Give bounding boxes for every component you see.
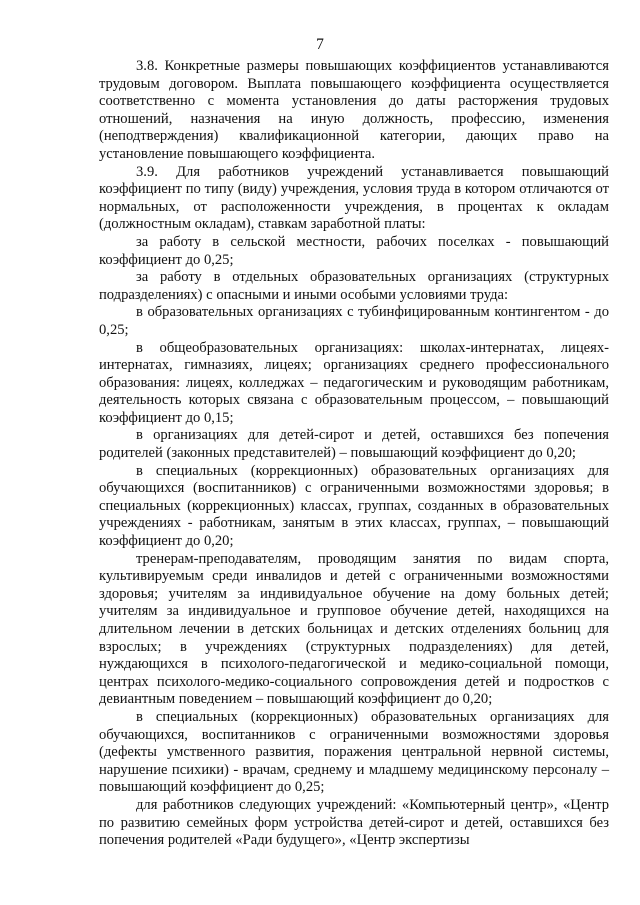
paragraph-coaches-teachers: тренерам-преподавателям, проводящим занятия по видам спорта, культивируемым среди инвалидов и детей с ограниченными возможностями здоровья; учителям за индивидуальное обучение на дому больных детей; учителям за индивидуальное и групповое обучение детей, находящихся на длительном лечении в детских больницах и детских отделениях больниц для взрослых; в учреждениях (структурных подразделениях) для детей, нуждающихся в психолого-педагогической и медико-социальной помощи, центрах психолого-медико-социального сопровождения детей и подростков с девиантным поведением – повышающий коэффициент до 0,20;	[99, 550, 609, 708]
page-number: 7	[316, 36, 324, 53]
paragraph-orphans: в организациях для детей-сирот и детей, оставшихся без попечения родителей (законных представителей) – повышающий коэффициент до 0,20;	[99, 427, 609, 462]
paragraph-general-education: в общеобразовательных организациях: школах-интернатах, лицеях-интернатах, гимназиях, лицеях; организациях среднего профессионального образования: лицеях, колледжах – педагогическим и руководящим работникам, деятельность которых связана с образовательным процессом, – повышающий коэффициент до 0,15;	[99, 339, 609, 426]
paragraph-3-9: 3.9. Для работников учреждений устанавливается повышающий коэффициент по типу (виду) учреждения, условия труда в котором отличаются от нормальных, от расположенности учреждения, в процентах к окладам (должностным окладам), ставкам заработной платы:	[99, 163, 609, 233]
paragraph-3-8: 3.8. Конкретные размеры повышающих коэффициентов устанавливаются трудовым договором. Выплата повышающего коэффициента осуществляется соответственно с момента установления до даты расторжения трудовых отношений, назначения на иную должность, профессию, изменения (неподтверждения) квалификационной категории, дающих право на установление повышающего коэффициента.	[99, 58, 609, 162]
paragraph-tb-contingent: в образовательных организациях с тубинфицированным контингентом - до 0,25;	[99, 304, 609, 338]
paragraph-rural-work: за работу в сельской местности, рабочих поселках - повышающий коэффициент до 0,25;	[99, 233, 609, 268]
paragraph-institutions: для работников следующих учреждений: «Компьютерный центр», «Центр по развитию семейных форм устройства детей-сирот и детей, оставшихся без попечения родителей «Ради будущего», «Центр экспертизы	[99, 796, 609, 849]
paragraph-special-conditions: за работу в отдельных образовательных организациях (структурных подразделениях) с опасными и иными особыми условиями труда:	[99, 269, 609, 303]
document-body	[99, 58, 609, 850]
paragraph-correctional: в специальных (коррекционных) образовательных организациях для обучающихся (воспитанников) с ограниченными возможностями здоровья; в специальных (коррекционных) классах, группах, созданных в образовательных учреждениях - работникам, занятым в этих классах, группах, – повышающий коэффициент до 0,20;	[99, 462, 609, 550]
paragraph-medical-staff: в специальных (коррекционных) образовательных организациях для обучающихся, воспитанников с ограниченными возможностями здоровья (дефекты умственного развития, поражения центральной нервной системы, нарушение психики) - врачам, среднему и младшему медицинскому персоналу – повышающий коэффициент до 0,25;	[99, 708, 609, 796]
